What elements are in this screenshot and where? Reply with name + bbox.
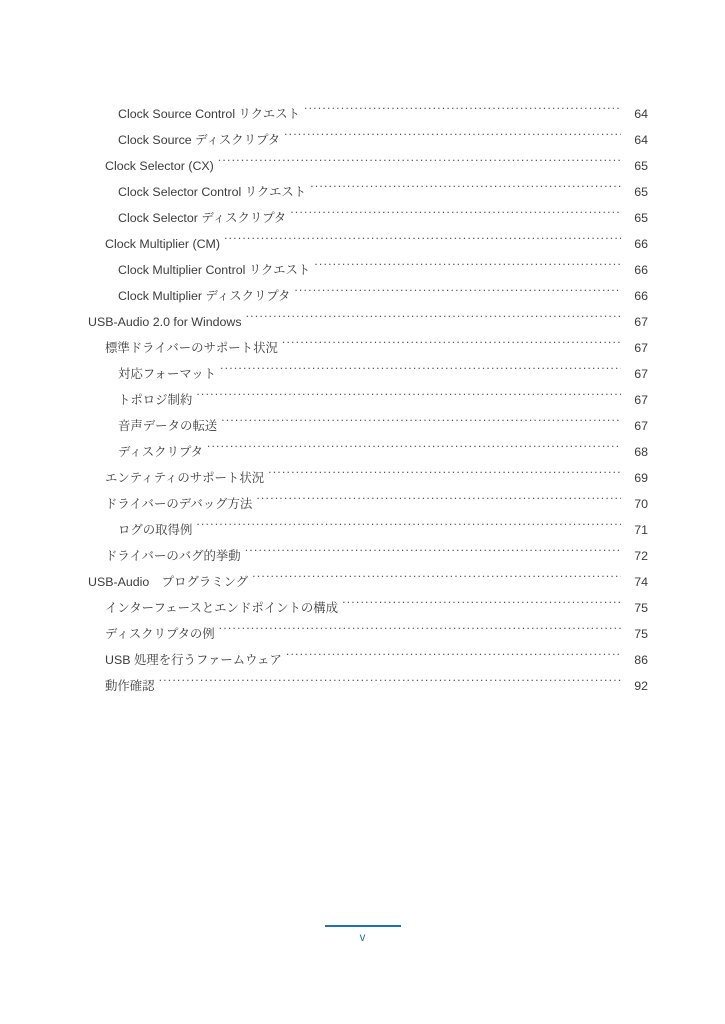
toc-entry[interactable] xyxy=(88,127,648,153)
toc-entry[interactable] xyxy=(88,361,648,387)
toc-dot-leader xyxy=(252,574,621,586)
toc-entry-page-number: 65 xyxy=(634,185,648,199)
toc-entry[interactable] xyxy=(88,101,648,127)
toc-dot-leader xyxy=(207,444,621,456)
toc-entry[interactable] xyxy=(88,179,648,205)
toc-entry-title: USB-Audio 2.0 for Windows xyxy=(88,315,242,329)
toc-entry-page-number: 70 xyxy=(634,497,648,511)
toc-dot-leader xyxy=(218,158,621,170)
toc-entry[interactable] xyxy=(88,569,648,595)
toc-dot-leader xyxy=(290,210,621,222)
toc-entry-page-number: 66 xyxy=(634,237,648,251)
toc-dot-leader xyxy=(304,106,621,118)
toc-entry[interactable] xyxy=(88,465,648,491)
toc-entry[interactable] xyxy=(88,153,648,179)
toc-entry-title: ディスクリプタ xyxy=(118,445,203,459)
page-footer xyxy=(0,925,725,946)
toc-dot-leader xyxy=(224,236,621,248)
toc-entry[interactable] xyxy=(88,387,648,413)
toc-dot-leader xyxy=(220,366,621,378)
toc-entry-title: ドライバーのバグ的挙動 xyxy=(105,549,241,563)
toc-entry-title: Clock Multiplier (CM) xyxy=(105,237,220,251)
toc-entry[interactable] xyxy=(88,257,648,283)
toc-entry-page-number: 69 xyxy=(634,471,648,485)
toc-entry-title: 対応フォーマット xyxy=(118,367,217,381)
toc-entry-title: USB 処理を行うファームウェア xyxy=(105,653,282,667)
toc-entry-title: 標準ドライバーのサポート状況 xyxy=(105,341,278,355)
toc-entry-title: USB-Audio プログラミング xyxy=(88,575,249,589)
footer-divider xyxy=(325,925,401,927)
toc-dot-leader xyxy=(282,340,621,352)
toc-entry[interactable] xyxy=(88,283,648,309)
toc-entry[interactable] xyxy=(88,413,648,439)
toc-entry-title: トポロジ制約 xyxy=(118,393,193,407)
toc-dot-leader xyxy=(268,470,621,482)
toc-entry-title: エンティティのサポート状況 xyxy=(105,471,265,485)
toc-dot-leader xyxy=(196,522,621,534)
table-of-contents xyxy=(88,101,648,699)
toc-entry-title: ディスクリプタの例 xyxy=(105,627,215,641)
toc-entry-title: Clock Selector Control リクエスト xyxy=(118,185,307,199)
toc-entry-page-number: 74 xyxy=(634,575,648,589)
toc-entry[interactable] xyxy=(88,673,648,699)
toc-entry[interactable] xyxy=(88,335,648,361)
toc-entry-page-number: 92 xyxy=(634,679,648,693)
toc-entry-page-number: 67 xyxy=(634,367,648,381)
toc-dot-leader xyxy=(286,652,621,664)
toc-entry-title: インターフェースとエンドポイントの構成 xyxy=(105,601,339,615)
toc-entry-title: 動作確認 xyxy=(105,679,155,693)
toc-entry-title: Clock Selector (CX) xyxy=(105,159,214,173)
toc-entry[interactable] xyxy=(88,309,648,335)
toc-dot-leader xyxy=(245,548,621,560)
toc-entry-title: Clock Multiplier Control リクエスト xyxy=(118,263,311,277)
toc-dot-leader xyxy=(294,288,621,300)
toc-entry-page-number: 71 xyxy=(634,523,648,537)
toc-entry[interactable] xyxy=(88,205,648,231)
toc-entry-page-number: 86 xyxy=(634,653,648,667)
toc-dot-leader xyxy=(196,392,621,404)
toc-dot-leader xyxy=(256,496,621,508)
toc-entry-page-number: 75 xyxy=(634,601,648,615)
toc-entry-title: 音声データの転送 xyxy=(118,419,218,433)
toc-entry-title: Clock Multiplier ディスクリプタ xyxy=(118,289,291,303)
toc-entry-title: Clock Source ディスクリプタ xyxy=(118,133,281,147)
toc-entry-page-number: 65 xyxy=(634,159,648,173)
toc-entry-page-number: 67 xyxy=(634,315,648,329)
toc-dot-leader xyxy=(284,132,621,144)
toc-entry-page-number: 65 xyxy=(634,211,648,225)
toc-entry-page-number: 66 xyxy=(634,289,648,303)
toc-entry[interactable] xyxy=(88,439,648,465)
toc-entry-page-number: 66 xyxy=(634,263,648,277)
toc-entry-page-number: 67 xyxy=(634,341,648,355)
toc-entry[interactable] xyxy=(88,647,648,673)
toc-entry-page-number: 67 xyxy=(634,393,648,407)
toc-dot-leader xyxy=(314,262,621,274)
toc-dot-leader xyxy=(342,600,621,612)
toc-entry-page-number: 68 xyxy=(634,445,648,459)
toc-entry[interactable] xyxy=(88,543,648,569)
toc-dot-leader xyxy=(221,418,621,430)
toc-entry-title: ログの取得例 xyxy=(118,523,193,537)
toc-entry-page-number: 64 xyxy=(634,133,648,147)
toc-dot-leader xyxy=(310,184,621,196)
toc-entry-title: Clock Selector ディスクリプタ xyxy=(118,211,287,225)
toc-dot-leader xyxy=(219,626,621,638)
toc-entry-page-number: 72 xyxy=(634,549,648,563)
toc-entry[interactable] xyxy=(88,621,648,647)
toc-entry[interactable] xyxy=(88,595,648,621)
toc-dot-leader xyxy=(159,678,621,690)
toc-entry-title: ドライバーのデバッグ方法 xyxy=(105,497,253,511)
toc-entry[interactable] xyxy=(88,491,648,517)
toc-entry[interactable] xyxy=(88,517,648,543)
toc-entry-title: Clock Source Control リクエスト xyxy=(118,107,300,121)
toc-entry-page-number: 67 xyxy=(634,419,648,433)
toc-entry-page-number: 64 xyxy=(634,107,648,121)
toc-dot-leader xyxy=(246,314,621,326)
toc-entry[interactable] xyxy=(88,231,648,257)
toc-entry-page-number: 75 xyxy=(634,627,648,641)
footer-page-number: v xyxy=(359,932,366,944)
